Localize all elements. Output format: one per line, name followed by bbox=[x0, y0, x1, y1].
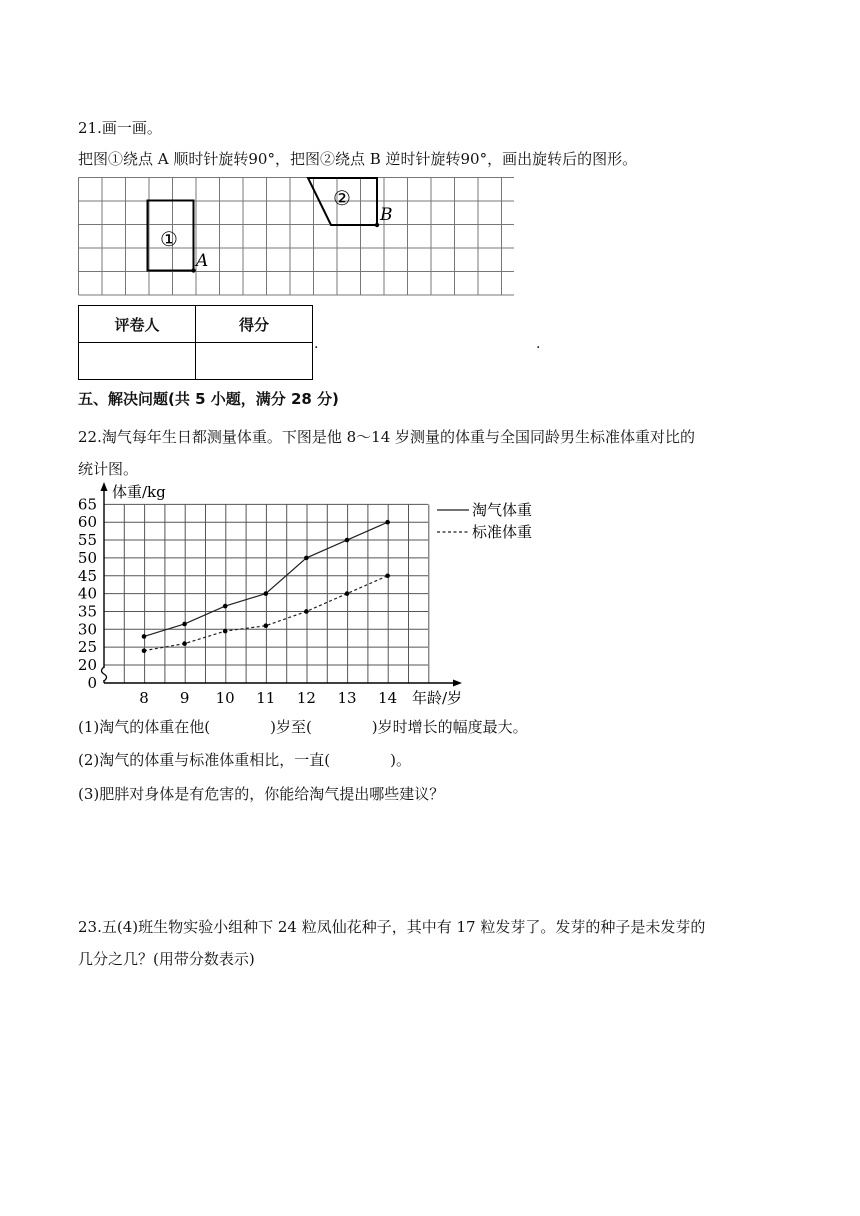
series-2-point bbox=[264, 623, 269, 628]
x-axis-title: 年龄/岁 bbox=[412, 689, 463, 706]
q22-sub-question-1: (1)淘气的体重在他( )岁至( )岁时增长的幅度最大。 bbox=[78, 718, 528, 736]
q23-text-line-2: 几分之几？(用带分数表示) bbox=[78, 950, 255, 968]
y-axis-title: 体重/kg bbox=[112, 483, 166, 501]
y-tick-label: 20 bbox=[77, 656, 97, 674]
shape-1-label: ① bbox=[160, 227, 178, 251]
y-tick-label: 60 bbox=[77, 513, 97, 532]
section-5-title: 五、解决问题(共 5 小题，满分 28 分) bbox=[78, 390, 339, 408]
reviewer-cell[interactable] bbox=[79, 343, 196, 380]
series-line-2 bbox=[144, 576, 388, 651]
y-tick-label: 45 bbox=[77, 566, 97, 585]
legend-label-2: 标准体重 bbox=[472, 523, 533, 541]
series-1-point bbox=[345, 538, 350, 543]
score-table bbox=[78, 305, 313, 380]
x-tick-label: 13 bbox=[337, 689, 357, 706]
x-tick-label: 8 bbox=[139, 689, 149, 706]
y-tick-label: 55 bbox=[77, 531, 97, 550]
q21-title: 21.画一画。 bbox=[78, 119, 162, 137]
x-tick-label: 11 bbox=[256, 689, 276, 706]
y-tick-label: 25 bbox=[77, 638, 97, 657]
series-2-point bbox=[304, 609, 309, 614]
y-tick-label: 30 bbox=[77, 620, 97, 639]
series-2-point bbox=[385, 573, 390, 578]
chart-legend bbox=[437, 501, 532, 541]
legend-label-1: 淘气体重 bbox=[472, 501, 533, 519]
series-2-point bbox=[223, 629, 228, 634]
q22-text-line-2: 统计图。 bbox=[78, 460, 139, 478]
score-cell[interactable] bbox=[196, 343, 313, 380]
point-b-label: B bbox=[380, 205, 393, 225]
decorative-dot: . bbox=[314, 336, 319, 352]
series-1-point bbox=[223, 604, 228, 609]
q22-sub-question-3: (3)肥胖对身体是有危害的，你能给淘气提出哪些建议？ bbox=[78, 785, 445, 803]
x-tick-label: 10 bbox=[215, 689, 235, 706]
y-axis-arrow bbox=[101, 482, 108, 491]
chart-axes bbox=[101, 482, 463, 687]
score-table-header-reviewer: 评卷人 bbox=[79, 306, 196, 343]
series-2-point bbox=[345, 591, 350, 596]
q22-text-line-1: 22.淘气每年生日都测量体重。下图是他 8～14 岁测量的体重与全国同龄男生标准体重对比的 bbox=[78, 428, 696, 446]
series-1-point bbox=[385, 520, 390, 525]
grid-lines bbox=[79, 178, 515, 296]
rotation-grid-figure bbox=[78, 177, 514, 299]
series-line-1 bbox=[144, 522, 388, 636]
q23-text-line-1: 23.五(4)班生物实验小组种下 24 粒凤仙花种子，其中有 17 粒发芽了。发芽的种子是未发芽的 bbox=[78, 918, 706, 936]
series-2-point bbox=[182, 641, 187, 646]
x-tick-label: 9 bbox=[179, 689, 190, 706]
x-tick-label: 12 bbox=[296, 689, 316, 706]
series-1-point bbox=[142, 634, 147, 639]
x-tick-label: 14 bbox=[378, 689, 398, 706]
point-a-label: A bbox=[196, 251, 209, 271]
x-axis-arrow bbox=[453, 680, 462, 687]
chart-labels bbox=[78, 483, 462, 706]
series-1-point bbox=[182, 622, 187, 627]
y-tick-label: 40 bbox=[77, 584, 97, 603]
score-table-header-score: 得分 bbox=[196, 306, 313, 343]
y-tick-label: 35 bbox=[77, 602, 97, 621]
y-tick-label: 50 bbox=[77, 548, 97, 567]
weight-line-chart bbox=[74, 478, 560, 706]
y-tick-label: 0 bbox=[87, 674, 97, 692]
series-2-point bbox=[142, 648, 147, 653]
series-1-point bbox=[304, 556, 309, 561]
q21-instruction: 把图①绕点 A 顺时针旋转90°，把图②绕点 B 逆时针旋转90°，画出旋转后的图形。 bbox=[78, 150, 638, 168]
point-b bbox=[375, 223, 379, 227]
q22-sub-question-2: (2)淘气的体重与标准体重相比，一直( )。 bbox=[78, 751, 411, 769]
shape-2-label: ② bbox=[333, 186, 351, 210]
y-tick-label: 65 bbox=[77, 495, 97, 514]
decorative-dot: . bbox=[536, 336, 541, 352]
series-1-point bbox=[264, 591, 269, 596]
